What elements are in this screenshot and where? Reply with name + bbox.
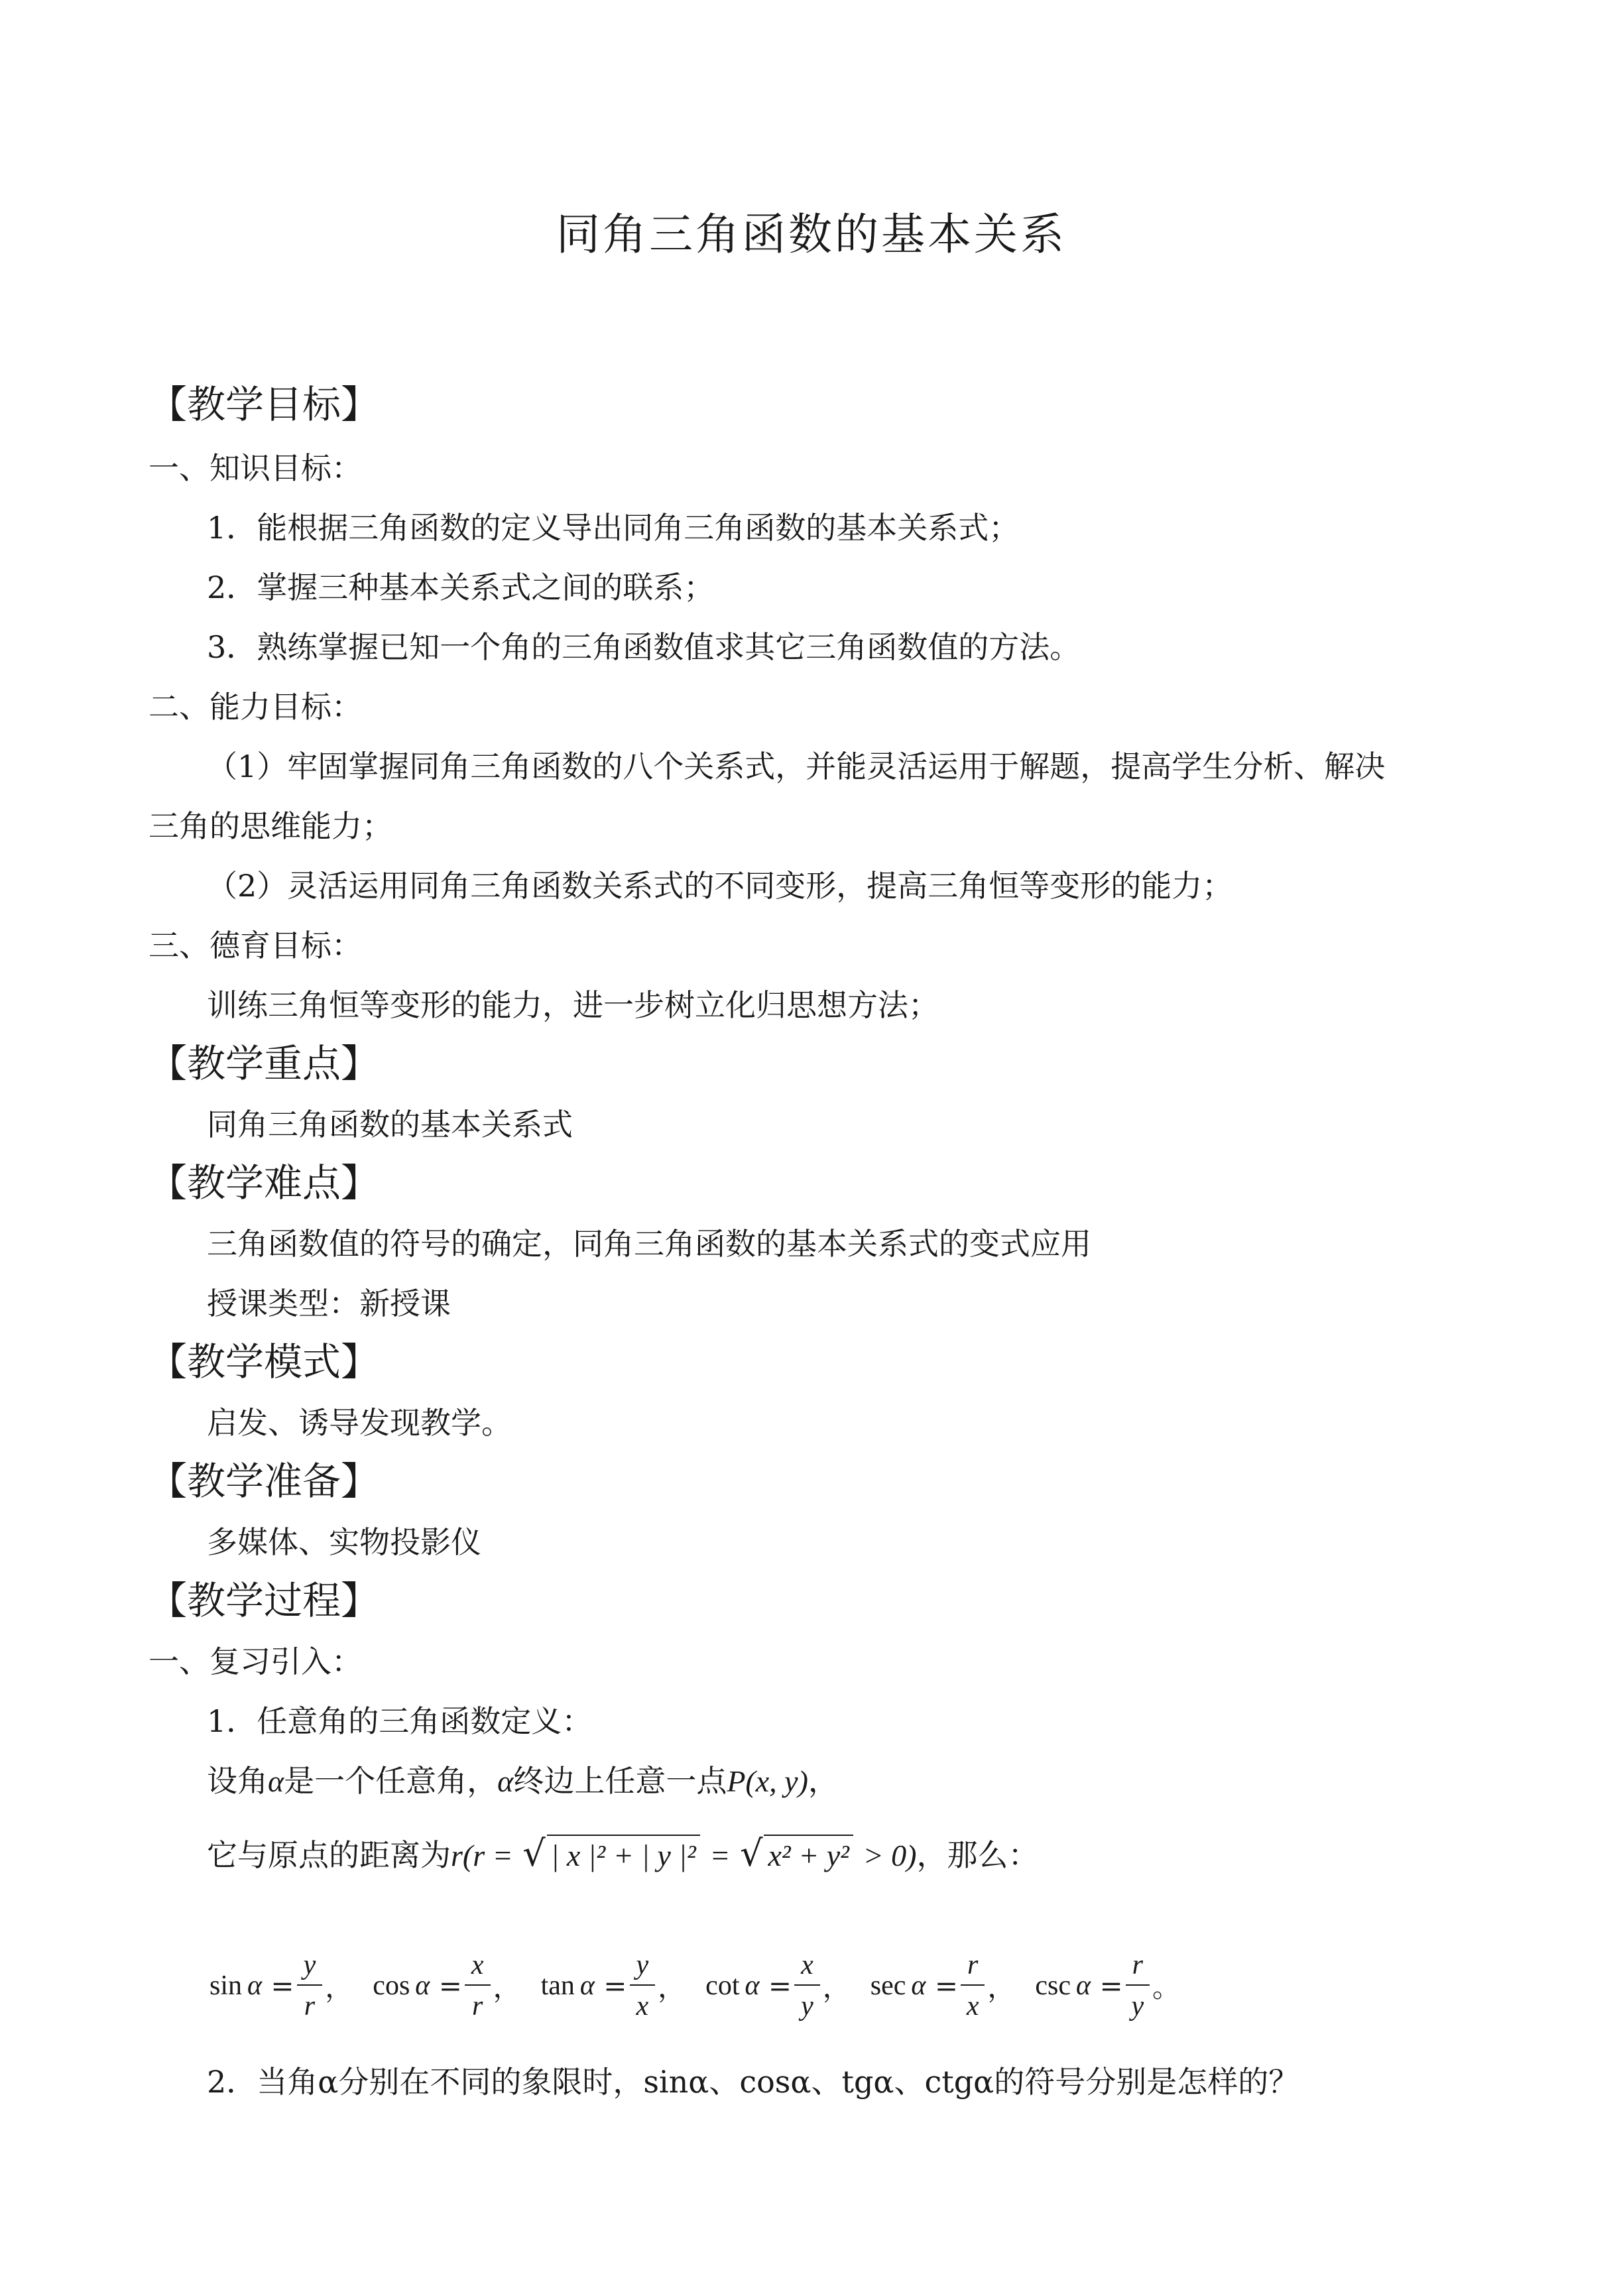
distance-text: ，那么： — [916, 1837, 1039, 1873]
setup-text: ， — [808, 1763, 839, 1799]
heading-teaching-goals: 【教学目标】 — [149, 382, 380, 427]
numerator: y — [630, 1950, 656, 1986]
denominator: x — [966, 1991, 979, 2022]
function-name: sec — [870, 1970, 906, 2001]
positivity: > 0) — [863, 1839, 917, 1872]
heading-ability-goals: 二、能力目标： — [149, 689, 362, 725]
formula-sin — [210, 1950, 353, 2022]
equals-sign: = — [709, 1839, 731, 1872]
heading-teaching-process: 【教学过程】 — [149, 1578, 380, 1623]
alpha-symbol: α — [745, 1970, 760, 2001]
separator: ， — [822, 1971, 851, 2004]
setup-text: 是一个任意角， — [284, 1763, 498, 1799]
fraction — [794, 1950, 820, 2022]
equals-sign: = — [934, 1969, 959, 2002]
lesson-type: 授课类型：新授课 — [207, 1286, 451, 1321]
fraction — [297, 1950, 323, 2022]
setup-text: 设角 — [207, 1763, 268, 1799]
review-item-2: 2．当角α分别在不同的象限时，sinα、cosα、tgα、ctgα的符号分别是怎样的？ — [207, 2064, 1299, 2100]
ability-item-1: （1）牢固掌握同角三角函数的八个关系式，并能灵活运用于解题，提高学生分析、解决 — [207, 749, 1386, 784]
function-name: sin — [210, 1970, 243, 2001]
radius-open: r(r = — [451, 1839, 513, 1872]
alpha-symbol: α — [268, 1764, 284, 1798]
page-title: 同角三角函数的基本关系 — [556, 209, 1067, 260]
distance-text: 它与原点的距离为 — [207, 1837, 451, 1873]
heading-preparation: 【教学准备】 — [149, 1459, 380, 1504]
equals-sign: = — [1099, 1969, 1123, 2002]
heading-difficulties: 【教学难点】 — [149, 1160, 380, 1205]
denominator: r — [472, 1991, 483, 2022]
separator: ， — [658, 1971, 686, 2004]
heading-review: 一、复习引入： — [149, 1644, 362, 1679]
teaching-mode-text: 启发、诱导发现教学。 — [207, 1405, 512, 1441]
denominator: y — [1131, 1991, 1144, 2022]
ability-item-1-continued: 三角的思维能力； — [149, 808, 392, 844]
alpha-symbol: α — [579, 1970, 595, 2001]
function-name: csc — [1035, 1970, 1071, 2001]
key-points-text: 同角三角函数的基本关系式 — [207, 1107, 573, 1142]
knowledge-item: 1．能根据三角函数的定义导出同角三角函数的基本关系式； — [207, 510, 1020, 546]
denominator: x — [636, 1991, 649, 2022]
heading-teaching-mode: 【教学模式】 — [149, 1339, 380, 1384]
moral-goal-text: 训练三角恒等变形的能力，进一步树立化归思想方法； — [207, 987, 939, 1023]
preparation-text: 多媒体、实物投影仪 — [207, 1524, 481, 1560]
heading-knowledge-goals: 一、知识目标： — [149, 450, 362, 486]
radicand-abs: | x |² + | y |² — [547, 1835, 700, 1876]
numerator: x — [794, 1950, 820, 1986]
separator: 。 — [1152, 1971, 1181, 2004]
numerator: y — [297, 1950, 323, 1986]
denominator: y — [801, 1991, 813, 2022]
setup-text: 终边上任意一点 — [513, 1763, 727, 1799]
alpha-symbol: α — [497, 1764, 514, 1798]
heading-key-points: 【教学重点】 — [149, 1041, 380, 1086]
fraction — [630, 1950, 656, 2022]
function-name: cot — [705, 1970, 740, 2001]
formula-sec — [871, 1950, 1016, 2022]
trig-definitions-row — [210, 1943, 1200, 2029]
alpha-symbol: α — [415, 1970, 430, 2001]
equals-sign: = — [270, 1969, 294, 2002]
separator: ， — [987, 1971, 1016, 2004]
fraction — [1126, 1950, 1150, 2022]
separator: ， — [493, 1971, 521, 2004]
equals-sign: = — [603, 1969, 627, 2002]
denominator: r — [304, 1991, 316, 2022]
fraction — [961, 1950, 985, 2022]
formula-cot — [705, 1950, 851, 2022]
function-name: cos — [373, 1970, 410, 2001]
numerator: r — [961, 1950, 985, 1986]
heading-moral-goals: 三、德育目标： — [149, 928, 362, 963]
radicand-squares: x² + y² — [764, 1835, 853, 1876]
distance-line — [207, 1834, 1038, 1876]
equals-sign: = — [768, 1969, 792, 2002]
sqrt-symbol: √ — [740, 1833, 763, 1874]
numerator: x — [465, 1950, 491, 1986]
equals-sign: = — [438, 1969, 462, 2002]
angle-setup-line — [207, 1761, 839, 1801]
sqrt-symbol: √ — [522, 1833, 546, 1874]
fraction — [465, 1950, 491, 2022]
alpha-symbol: α — [1076, 1970, 1091, 2001]
difficulties-text: 三角函数值的符号的确定，同角三角函数的基本关系式的变式应用 — [207, 1226, 1091, 1262]
knowledge-item: 3．熟练掌握已知一个角的三角函数值求其它三角函数值的方法。 — [207, 629, 1081, 665]
alpha-symbol: α — [247, 1970, 263, 2001]
point-notation: P(x, y) — [727, 1764, 808, 1798]
knowledge-item: 2．掌握三种基本关系式之间的联系； — [207, 570, 715, 605]
formula-cos — [373, 1950, 520, 2022]
formula-tan — [541, 1950, 686, 2022]
function-name: tan — [540, 1970, 575, 2001]
separator: ， — [325, 1971, 353, 2004]
review-item-1: 1．任意角的三角函数定义： — [207, 1703, 593, 1739]
formula-csc — [1035, 1950, 1180, 2022]
alpha-symbol: α — [911, 1970, 926, 2001]
ability-item-2: （2）灵活运用同角三角函数关系式的不同变形，提高三角恒等变形的能力； — [207, 868, 1233, 904]
numerator: r — [1126, 1950, 1150, 1986]
